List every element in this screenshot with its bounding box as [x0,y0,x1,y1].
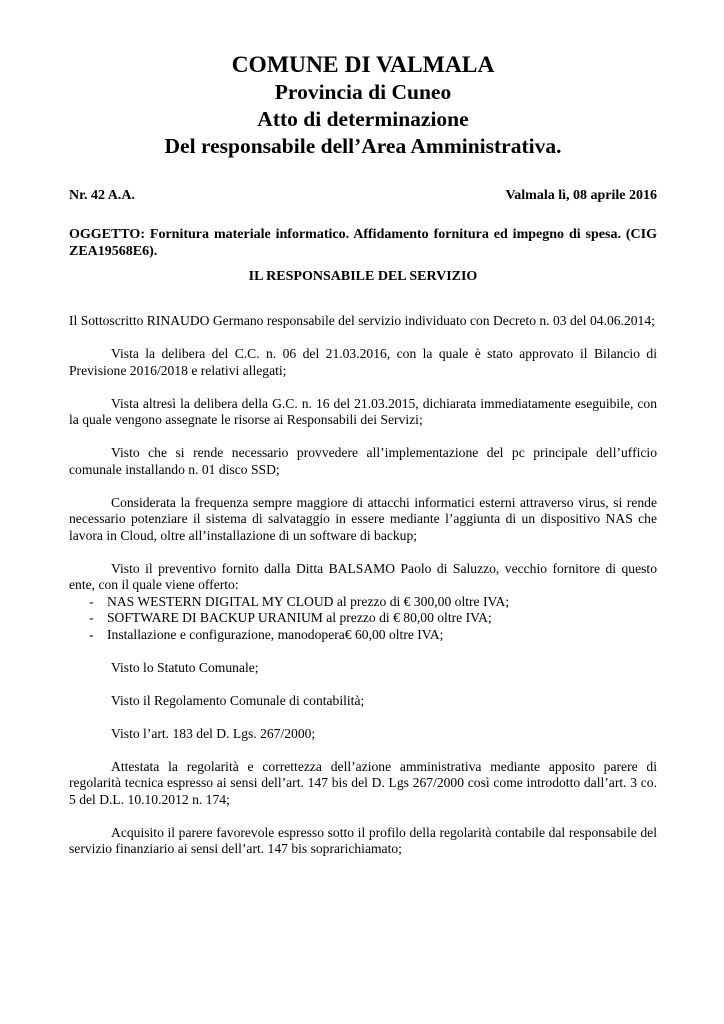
issuing-office: Del responsabile dell’Area Amministrativa. [164,134,562,158]
list-item [89,594,657,611]
place-date: Valmala lì, 08 aprile 2016 [505,188,657,203]
list-item-text: NAS WESTERN DIGITAL MY CLOUD al prezzo di € 300,00 oltre IVA; [107,593,510,609]
paragraph: Vista la delibera del C.C. n. 06 del 21.03.2016, con la quale è stato approvato il Bilancio di Previsione 2016/2018 e relativi allegati; [69,346,657,378]
list-item-text: Installazione e configurazione, manodopera€ 60,00 oltre IVA; [107,626,444,642]
paragraph: Visto l’art. 183 del D. Lgs. 267/2000; [111,725,316,741]
list-item [89,610,657,627]
section-title: IL RESPONSABILE DEL SERVIZIO [248,269,478,284]
paragraph: Considerata la frequenza sempre maggiore di attacchi informatici esterni attraverso virus, si rende necessario potenziare il sistema di salvataggio in essere mediante l’aggiunta di un dispositivo NAS che lavora in Cloud, oltre all’installazione di un software di backup; [69,494,657,543]
paragraph: Vista altresì la delibera della G.C. n. 16 del 21.03.2015, dichiarata immediatamente eseguibile, con la quale vengono assegnate le risorse ai Responsabili dei Servizi; [69,395,657,427]
offer-list [69,594,657,644]
paragraph: Acquisito il parere favorevole espresso sotto il profilo della regolarità contabile dal responsabile del servizio finanziario ai sensi dell’art. 147 bis soprarichiamato; [69,824,657,856]
list-item-text: SOFTWARE DI BACKUP URANIUM al prezzo di € 80,00 oltre IVA; [107,610,492,625]
paragraph: Visto il preventivo fornito dalla Ditta BALSAMO Paolo di Saluzzo, vecchio fornitore di questo ente, con il quale viene offerto: [69,560,657,592]
paragraph: Attestata la regolarità e correttezza dell’azione amministrativa mediante apposito parere di regolarità tecnica espresso ai sensi dell’art. 147 bis del D. Lgs 267/2000 così come introdotto dall’art. 3 co. 5 del D.L. 10.10.2012 n. 174; [69,758,657,807]
subject-line: OGGETTO: Fornitura materiale informatico. Affidamento fornitura ed impegno di spesa. (CIG ZEA19568E6). [69,227,657,259]
paragraph: Visto il Regolamento Comunale di contabilità; [111,692,365,708]
act-type: Atto di determinazione [257,107,469,131]
paragraph: Visto che si rende necessario provvedere all’implementazione del pc principale dell’ufficio comunale installando n. 01 disco SSD; [69,445,657,477]
bullet-dash: - [89,593,94,609]
bullet-dash: - [89,626,94,642]
province-name: Provincia di Cuneo [274,80,452,104]
paragraph: Il Sottoscritto RINAUDO Germano responsabile del servizio individuato con Decreto n. 03 del 04.06.2014; [69,313,655,328]
bullet-dash: - [89,610,94,625]
municipality-name: COMUNE DI VALMALA [231,52,495,78]
reference-line [69,187,657,204]
list-item [89,627,657,644]
act-number: Nr. 42 A.A. [69,188,135,203]
document-body [69,313,657,858]
document-header [69,52,657,160]
paragraph: Visto lo Statuto Comunale; [111,659,259,675]
document-page [69,52,657,874]
